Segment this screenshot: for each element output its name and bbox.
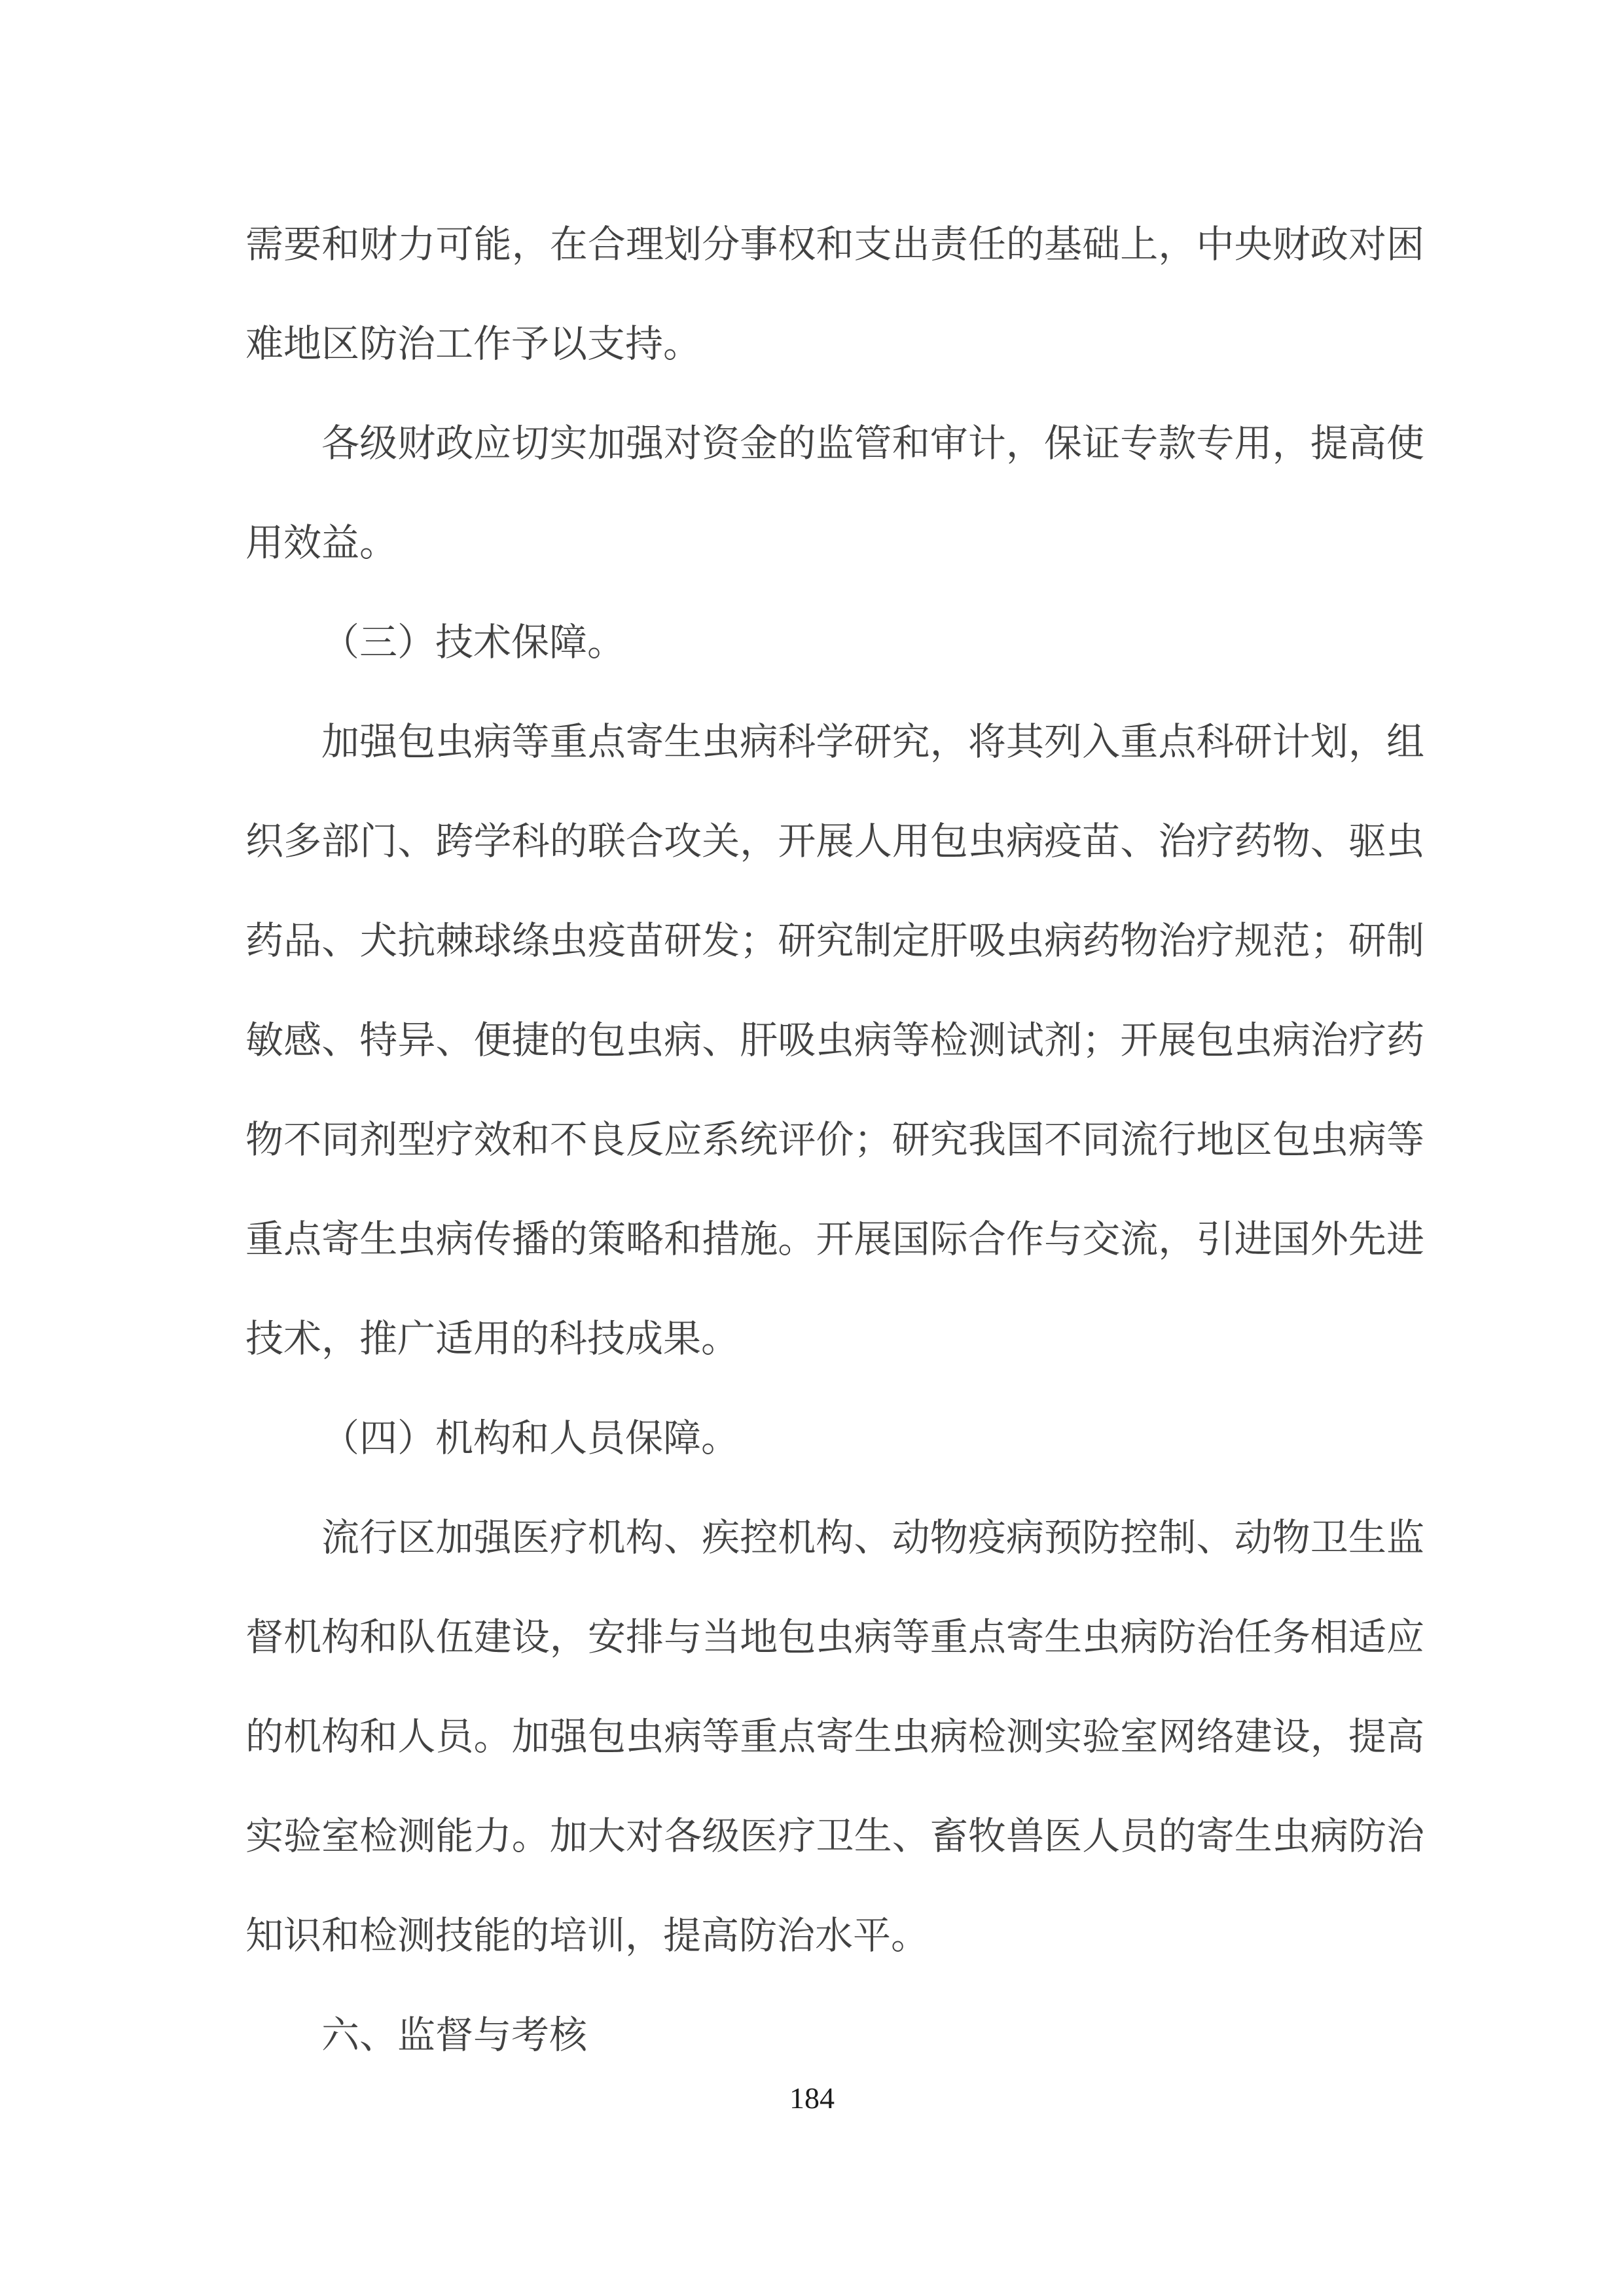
heading-technical-support: （三）技术保障。: [321, 621, 626, 664]
paragraph-institution-building: 流行区加强医疗机构、疾控机构、动物疫病预防控制、动物卫生监督机构和队伍建设，安排与当地包虫病等重点寄生虫病防治任务相适应的机构和人员。加强包虫病等重点寄生虫病检测实验室网络建设，提高实验室检测能力。加大对各级医疗卫生、畜牧兽医人员的寄生虫病防治知识和检测技能的培训，提高防治水平。: [245, 1516, 1424, 1957]
heading-institution-personnel-support: （四）机构和人员保障。: [321, 1417, 740, 1460]
heading-supervision-assessment: 六、监督与考核: [321, 2014, 588, 2056]
paragraph-scientific-research: 加强包虫病等重点寄生虫病科学研究，将其列入重点科研计划，组织多部门、跨学科的联合攻关，开展人用包虫病疫苗、治疗药物、驱虫药品、犬抗棘球绦虫疫苗研发；研究制定肝吸虫病药物治疗规范；研制敏感、特异、便捷的包虫病、肝吸虫病等检测试剂；开展包虫病治疗药物不同剂型疗效和不良反应系统评价；研究我国不同流行地区包虫病等重点寄生虫病传播的策略和措施。开展国际合作与交流，引进国外先进技术，推广适用的科技成果。: [245, 721, 1424, 1360]
page-number: 184: [789, 2081, 835, 2115]
paragraph-central-finance-support: 需要和财力可能，在合理划分事权和支出责任的基础上，中央财政对困难地区防治工作予以支持。: [245, 223, 1424, 365]
document-body: [245, 195, 1424, 2085]
paragraph-funds-supervision: 各级财政应切实加强对资金的监管和审计，保证专款专用，提高使用效益。: [245, 422, 1424, 564]
